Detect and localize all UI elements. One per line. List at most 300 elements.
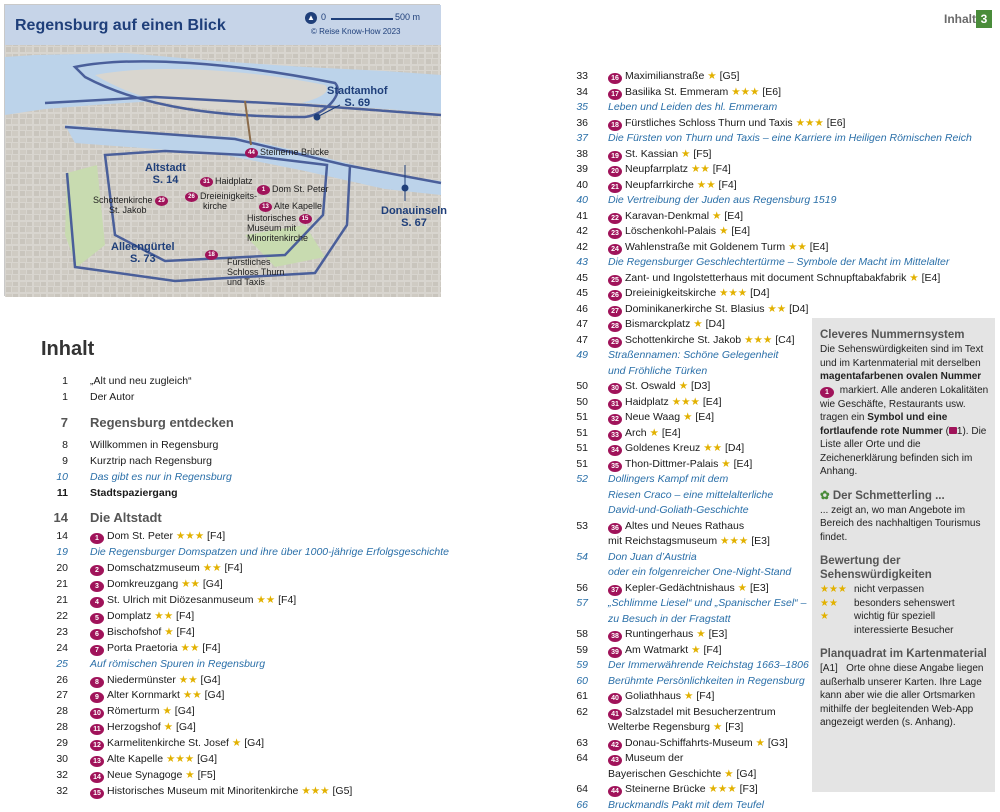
grid-reference: [F4] — [202, 641, 221, 654]
grid-reference: [E4] — [661, 426, 681, 439]
toc-entry-text — [90, 416, 234, 430]
toc-page-number: 45 — [576, 271, 588, 284]
toc-entry-title: Arch — [625, 426, 647, 439]
toc-entry-title: Domkreuzgang — [107, 578, 179, 591]
poi-label: Dom St. Peter — [272, 184, 329, 194]
map-scale — [303, 10, 433, 40]
toc-page-number: 50 — [576, 380, 588, 392]
toc-entry-text — [608, 240, 828, 255]
toc-page-number: 30 — [56, 753, 68, 765]
toc-entry-text — [608, 379, 710, 394]
toc-entry-text — [608, 209, 743, 224]
grid-reference: [E4] — [809, 240, 829, 253]
grid-reference: [E4] — [921, 271, 941, 284]
map-poi-label-cont: kirche — [203, 201, 228, 211]
toc-page-number: 50 — [576, 395, 588, 408]
toc-page-number: 56 — [576, 581, 588, 594]
grid-reference: [E4] — [695, 411, 715, 423]
toc-page-number: 52 — [576, 473, 588, 485]
numbering-symbol-text: Symbol und eine fortlaufende rote Nummer — [820, 412, 948, 437]
rating-stars: ★ — [820, 611, 829, 622]
poi-label: Alte Kapelle — [274, 201, 323, 211]
scale-start: 0 — [321, 12, 327, 22]
toc-entry-title: Domschatzmuseum — [107, 562, 200, 575]
toc-entry-title: Bismarckplatz — [625, 318, 691, 330]
toc-entry-title: Neue Synagoge — [107, 768, 183, 781]
grid-reference: [G4] — [202, 578, 223, 591]
toc-page-number: 51 — [576, 457, 588, 470]
toc-entry-title: Alter Kornmarkt — [107, 689, 180, 702]
toc-entry-title: Willkommen in Regensburg — [90, 438, 219, 451]
rating-stars: ★★★ — [301, 784, 330, 797]
district-stadtamhof[interactable] — [327, 85, 388, 109]
poi-label: Haidplatz — [215, 176, 253, 186]
map-poi-steinerne-bruecke[interactable] — [245, 147, 329, 158]
grid-reference: [E4] — [731, 225, 751, 237]
toc-page-number: 57 — [576, 597, 588, 609]
toc-entry-text — [90, 529, 225, 544]
toc-entry-text — [608, 798, 764, 812]
toc-entry-text — [608, 131, 972, 145]
rating-stars: ★★ — [202, 562, 222, 575]
grid-reference: [D4] — [750, 287, 770, 299]
toc-entry-title: Die Regensburger Domspatzen und ihre über 1000-jährige Erfolgsgeschichte — [90, 546, 449, 559]
toc-page-number: 14 — [56, 530, 68, 543]
toc-entry-text — [608, 705, 776, 720]
toc-entry-title: „Alt und neu zugleich“ — [90, 375, 192, 387]
toc-entry-title: Bayerischen Geschichte — [608, 767, 722, 780]
toc-page-number: 19 — [56, 546, 68, 559]
sight-number-badge: 5 — [90, 613, 104, 624]
toc-entry-title: Salzstadel mit Besucherzentrum — [625, 705, 776, 718]
sight-number-badge: 9 — [90, 692, 104, 703]
toc-page-number: 14 — [53, 510, 68, 526]
grid-reference: [E6] — [826, 116, 846, 129]
rating-stars: ★★★ — [708, 783, 737, 795]
toc-entry-title: Niedermünster — [107, 673, 176, 686]
butterfly-title — [820, 489, 989, 503]
grid-reference: [E4] — [702, 395, 722, 408]
sight-number-badge: 39 — [608, 647, 622, 658]
toc-entry-text — [608, 348, 778, 362]
toc-page-number: 28 — [56, 721, 68, 734]
lock-icon — [949, 427, 957, 434]
district-name: Altstadt — [145, 162, 186, 174]
rating-stars: ★ — [164, 625, 174, 638]
rating-stars: ★★★ — [165, 753, 195, 765]
toc-entry-text — [608, 395, 722, 410]
poi-pin: 29 — [155, 196, 168, 206]
grid-title: Planquadrat im Kartenmaterial — [820, 648, 987, 660]
toc-page-number: 38 — [576, 147, 588, 160]
grid-reference: [G3] — [767, 736, 788, 749]
toc-page-number: 58 — [576, 628, 588, 640]
rating-stars: ★ — [163, 721, 174, 734]
grid-reference: [F4] — [718, 178, 737, 191]
sight-number-badge: 2 — [90, 565, 104, 576]
toc-entry-title: Der Autor — [90, 390, 135, 403]
sight-number-badge: 37 — [608, 585, 622, 596]
toc-page-number: 46 — [576, 302, 588, 315]
overview-map[interactable] — [4, 4, 448, 296]
toc-entry-text — [608, 100, 777, 114]
rating-stars: ★ — [711, 209, 722, 222]
toc-entry-text — [608, 550, 697, 564]
toc-entry-title: St. Ulrich mit Diözesanmuseum — [107, 594, 254, 606]
grid-reference: [G4] — [174, 705, 195, 718]
numbering-text-e: ( — [942, 425, 949, 437]
toc-entry-text — [90, 768, 216, 783]
toc-page-number: 42 — [576, 225, 588, 237]
toc-entry-title: Goliathhaus — [625, 690, 682, 702]
north-arrow-icon: ▲ — [305, 12, 317, 24]
rating-stars: ★ — [691, 643, 701, 656]
sight-number-badge: 19 — [608, 151, 622, 162]
toc-entry-text — [608, 193, 836, 207]
grid-reference: [G4] — [200, 673, 221, 686]
district-alleenguertel[interactable] — [111, 241, 175, 265]
rating-stars: ★ — [649, 426, 659, 439]
sight-number-badge: 7 — [90, 645, 104, 656]
toc-page-number: 47 — [576, 333, 588, 346]
sight-number-badge: 44 — [608, 786, 622, 797]
grid-reference: [F5] — [693, 147, 712, 160]
toc-entry-text — [90, 470, 232, 484]
toc-entry-text — [608, 302, 808, 317]
rating-stars: ★ — [678, 380, 689, 392]
toc-entry-text — [90, 486, 178, 500]
scale-end: 500 m — [395, 12, 421, 22]
rating-row — [820, 583, 989, 597]
rating-stars: ★★ — [182, 689, 202, 702]
grid-code: [A1] — [820, 663, 838, 674]
toc-entry-text — [90, 704, 195, 719]
toc-entry-text — [608, 286, 769, 301]
toc-entry-text — [90, 625, 195, 640]
rating-stars: ★ — [162, 705, 172, 718]
sight-number-badge: 25 — [608, 275, 622, 286]
toc-entry-title: Kurztrip nach Regensburg — [90, 454, 212, 467]
toc-page-number: 40 — [576, 194, 588, 206]
toc-entry-text — [608, 503, 749, 517]
toc-entry-text — [608, 457, 752, 472]
map-poi-dom[interactable] — [257, 184, 329, 195]
numbering-title: Cleveres Nummernsystem — [820, 329, 965, 341]
rating-stars: ★ — [737, 581, 748, 594]
district-name: Alleengürtel — [111, 241, 175, 253]
toc-page-number: 39 — [576, 163, 588, 175]
toc-page-number: 51 — [576, 411, 588, 423]
sight-number-badge: 16 — [608, 73, 622, 84]
sight-number-badge: 17 — [608, 89, 622, 100]
toc-entry-text — [608, 736, 788, 751]
toc-page-number: 47 — [576, 318, 588, 330]
rating-stars: ★ — [721, 457, 731, 470]
grid-reference: [E4] — [724, 209, 743, 222]
toc-entry-text — [608, 85, 781, 100]
rating-stars: ★★★ — [795, 116, 824, 129]
rating-stars: ★★ — [181, 578, 200, 591]
rating-stars: ★★ — [690, 163, 710, 175]
sight-number-badge: 35 — [608, 461, 622, 472]
grid-reference: [F4] — [278, 594, 297, 606]
poi-pin: 13 — [259, 202, 272, 212]
toc-page-number: 35 — [576, 101, 588, 113]
toc-entry-title: Neue Waag — [625, 411, 681, 423]
sight-number-badge: 32 — [608, 414, 622, 425]
grid-text-body: Orte ohne diese Angabe liegen außerhalb unserer Karten. Ihre Lage kann aber wie die aller Ortsmarken mithilfe der begleitenden Web-App angezeigt werden (s. Anhang). — [820, 663, 984, 728]
poi-pin: 15 — [299, 214, 312, 224]
numbering-text — [820, 343, 989, 479]
toc-entry-text — [608, 581, 769, 596]
toc-entry-title: Stadtspaziergang — [90, 486, 178, 499]
page-number: 3 — [976, 10, 992, 28]
rating-stars: ★ — [755, 736, 765, 749]
map-poi-haidplatz[interactable] — [200, 176, 253, 187]
toc-page-number: 23 — [56, 625, 68, 638]
grid-reference: [E3] — [751, 535, 770, 547]
toc-page-number: 64 — [576, 752, 588, 764]
toc-entry-title: Kepler-Gedächtnishaus — [625, 581, 735, 594]
toc-entry-text — [90, 374, 192, 388]
toc-entry-title: Zant- und Ingolstetterhaus mit document Schnupftabakfabrik — [625, 271, 907, 284]
toc-page-number: 1 — [62, 390, 68, 403]
grid-reference: [F4] — [207, 530, 226, 543]
toc-entry-title: Domplatz — [107, 609, 152, 622]
toc-page-number: 40 — [576, 178, 588, 191]
toc-page-number: 7 — [60, 414, 68, 430]
toc-page-number: 59 — [576, 643, 588, 656]
rating-stars: ★ — [696, 628, 706, 640]
toc-entry-title: Die Vertreibung der Juden aus Regensburg 1519 — [608, 194, 837, 206]
rating-stars: ★ — [681, 147, 691, 160]
toc-entry-title: Runtingerhaus — [625, 628, 694, 640]
toc-entry-title: Regensburg entdecken — [90, 414, 234, 430]
toc-entry-title: Fürstliches Schloss Thurn und Taxis — [625, 116, 793, 129]
toc-page-number: 9 — [62, 454, 68, 467]
page-header — [860, 10, 1000, 28]
toc-page-number: 34 — [576, 85, 588, 98]
page-header-label: Inhalt — [944, 12, 976, 26]
toc-page-number: 59 — [576, 659, 588, 671]
sight-number-badge: 23 — [608, 228, 622, 239]
toc-entry-title: Bruckmandls Pakt mit dem Teufel — [608, 798, 765, 811]
toc-page-number: 20 — [56, 562, 68, 575]
toc-entry-text — [608, 426, 681, 441]
toc-entry-text — [608, 441, 744, 456]
toc-entry-title: Neupfarrplatz — [625, 163, 689, 175]
grid-reference: [F4] — [224, 562, 243, 575]
toc-page-number: 32 — [56, 784, 68, 797]
rating-stars: ★★★ — [820, 584, 847, 595]
toc-entry-title: Auf römischen Spuren in Regensburg — [90, 657, 266, 670]
rating-stars: ★★★ — [671, 395, 700, 408]
map-poi-alte-kapelle[interactable] — [259, 201, 322, 212]
toc-entry-title: „Schlimme Liesel“ und „Spanischer Esel“ – — [608, 597, 807, 609]
toc-entry-title: Das gibt es nur in Regensburg — [90, 470, 232, 483]
rating-stars: ★ — [682, 411, 693, 423]
toc-page-number: 8 — [62, 438, 68, 451]
toc-entry-text — [608, 271, 940, 286]
toc-entry-text — [608, 565, 791, 579]
butterfly-title-text: Der Schmetterling ... — [832, 489, 945, 502]
toc-entry-title: Dominikanerkirche St. Blasius — [625, 302, 765, 315]
rating-stars: ★★ — [178, 673, 198, 686]
toc-entry-text — [608, 689, 714, 704]
district-page: S. 69 — [344, 97, 371, 109]
poi-pin: 18 — [205, 250, 218, 260]
toc-page-number: 45 — [576, 287, 588, 299]
toc-page-number: 66 — [576, 798, 588, 811]
toc-page-number: 51 — [576, 426, 588, 439]
rating-title — [820, 554, 989, 582]
toc-entry-text — [90, 657, 265, 671]
toc-entry-text — [608, 224, 750, 239]
sight-number-badge: 13 — [90, 756, 104, 767]
toc-entry-text — [90, 609, 194, 624]
grid-reference: [G5] — [332, 784, 353, 797]
numbering-text-a: Die Sehenswürdigkeiten sind im Text und im Kartenmaterial mit derselben — [820, 344, 984, 369]
toc-entry-title: zu Besuch in der Fragstatt — [608, 612, 731, 625]
toc-entry-text — [608, 534, 770, 548]
toc-entry-text — [608, 767, 756, 781]
toc-entry-text — [90, 511, 162, 525]
toc-entry-text — [90, 673, 220, 688]
grid-reference: [G4] — [204, 689, 225, 702]
toc-entry-title: Thon-Dittmer-Palais — [625, 457, 719, 470]
rating-label: wichtig für speziell — [854, 611, 936, 622]
sight-number-badge: 12 — [90, 740, 104, 751]
grid-reference: [E3] — [708, 628, 728, 640]
numbering-info — [820, 328, 989, 479]
toc-entry-text — [608, 255, 949, 269]
sight-number-badge: 30 — [608, 383, 622, 394]
grid-reference: [D4] — [724, 442, 745, 454]
sight-number-badge: 18 — [608, 120, 622, 131]
sight-number-badge: 1 — [90, 533, 104, 544]
toc-page-number: 63 — [576, 736, 588, 749]
toc-entry-text — [608, 596, 806, 610]
toc-entry-title: Wahlenstraße mit Goldenem Turm — [625, 240, 786, 253]
sight-number-badge: 11 — [90, 724, 104, 735]
grid-reference: [G5] — [719, 70, 740, 82]
grid-reference: [F4] — [176, 609, 195, 622]
grid-reference: [G4] — [197, 753, 217, 765]
rating-title-2: Sehenswürdigkeiten — [820, 569, 932, 581]
toc-entry-text — [608, 472, 728, 486]
rating-stars: ★ — [718, 225, 729, 237]
toc-entry-text — [90, 593, 296, 608]
toc-entry-title: Die Altstadt — [90, 510, 162, 526]
rating-stars: ★ — [231, 737, 242, 750]
grid-reference: [D4] — [789, 302, 809, 315]
sight-number-badge: 3 — [90, 581, 104, 592]
map-title-bar — [5, 5, 441, 45]
map-poi-label-cont: Museum mit — [247, 223, 297, 233]
toc-entry-text — [90, 390, 134, 404]
toc-entry-title: Der Immerwährende Reichstag 1663–1806 — [608, 659, 809, 671]
toc-entry-title: Maximilianstraße — [625, 70, 705, 82]
toc-entry-title: Museum der — [625, 752, 684, 764]
toc-entry-title: Haidplatz — [625, 395, 669, 408]
toc-page-number: 36 — [576, 116, 588, 129]
rating-stars: ★★★ — [175, 530, 205, 543]
toc-entry-title: und Fröhliche Türken — [608, 364, 708, 377]
poi-label: Schottenkirche — [93, 195, 153, 205]
sight-number-badge: 28 — [608, 321, 622, 332]
rating-stars: ★★ — [180, 641, 200, 654]
grid-reference: [F3] — [725, 721, 744, 733]
toc-entry-title: Neupfarrkirche — [625, 178, 694, 191]
district-page: S. 14 — [152, 174, 179, 186]
toc-entry-title: Altes und Neues Rathaus — [625, 519, 745, 532]
toc-entry-text — [608, 364, 707, 378]
toc-entry-title: Straßennamen: Schöne Gelegenheit — [608, 349, 779, 361]
toc-entry-text — [90, 561, 243, 576]
toc-entry-title: Karmelitenkirche St. Josef — [107, 737, 229, 750]
toc-entry-title: Die Fürsten von Thurn und Taxis – eine Karriere im Heiligen Römischen Reich — [608, 132, 972, 144]
toc-entry-title: oder ein folgenreicher One-Night-Stand — [608, 566, 792, 578]
map-copyright: © Reise Know-How 2023 — [311, 27, 401, 36]
grid-info — [820, 647, 989, 730]
numbering-text-f: 1). Die Liste aller Orte und die Zeichenerklärung befinden sich im Anhang. — [820, 425, 987, 477]
toc-entry-title: Alte Kapelle — [107, 753, 164, 765]
sight-number-badge: 29 — [608, 337, 622, 348]
toc-page-number: 53 — [576, 519, 588, 532]
toc-entry-title: Karavan-Denkmal — [625, 209, 710, 222]
toc-entry-text — [90, 752, 217, 767]
rating-stars: ★★ — [703, 442, 723, 454]
sight-number-badge: 8 — [90, 677, 104, 688]
rating-stars: ★ — [724, 767, 734, 780]
toc-page-number: 61 — [576, 690, 588, 702]
grid-reference: [D4] — [705, 318, 725, 330]
rating-stars: ★★★ — [744, 333, 773, 346]
toc-entry-title: Löschenkohl-Palais — [625, 225, 717, 237]
toc-entry-text — [608, 69, 739, 84]
district-donauinseln[interactable] — [381, 205, 447, 229]
sight-number-badge: 36 — [608, 523, 622, 534]
toc-entry-title: Schottenkirche St. Jakob — [625, 333, 742, 346]
toc-entry-text — [608, 410, 714, 425]
sight-number-badge: 4 — [90, 597, 104, 608]
toc-entry-title: Dom St. Peter — [107, 530, 173, 543]
toc-entry-text — [608, 674, 805, 688]
toc-entry-title: Dollingers Kampf mit dem — [608, 473, 729, 485]
rating-row — [820, 624, 989, 638]
toc-page-number: 43 — [576, 256, 588, 268]
toc-page-number: 10 — [56, 470, 68, 483]
toc-entry-text — [90, 736, 264, 751]
toc-entry-text — [90, 438, 218, 452]
poi-label: Historisches — [247, 213, 297, 223]
toc-page-number: 42 — [576, 240, 588, 253]
grid-reference: [F4] — [696, 690, 715, 702]
toc-entry-text — [90, 577, 223, 592]
grid-reference: [E6] — [762, 85, 782, 98]
district-altstadt[interactable] — [145, 162, 186, 186]
info-sidebar — [812, 318, 995, 792]
toc-page-number: 51 — [576, 442, 588, 454]
sight-number-badge: 21 — [608, 182, 622, 193]
toc-page-number: 22 — [56, 609, 68, 622]
grid-text — [820, 662, 989, 730]
toc-page-number: 29 — [56, 737, 68, 750]
map-poi-schloss[interactable] — [205, 249, 220, 260]
sight-number-badge: 41 — [608, 709, 622, 720]
rating-stars: ★★ — [256, 594, 276, 606]
sight-number-badge: 43 — [608, 755, 622, 766]
